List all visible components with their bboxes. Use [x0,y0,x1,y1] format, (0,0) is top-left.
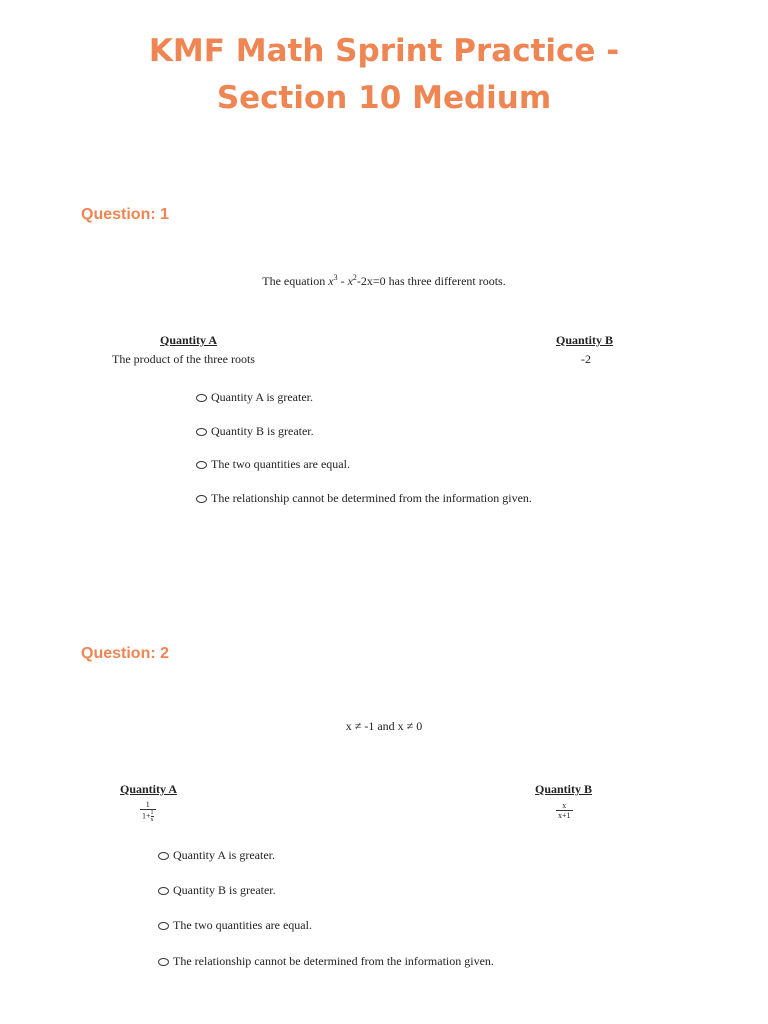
quantity-b-label: Quantity B [556,333,614,347]
statement-minus: - [337,274,348,288]
radio-button[interactable] [196,394,207,402]
q1-option-c[interactable] [196,457,350,472]
title-line-2: Section 10 Medium [216,80,552,116]
fraction-numerator: 1 [145,800,150,809]
fraction-denominator [140,809,156,823]
q2-option-b[interactable] [158,883,276,898]
option-label: Quantity B is greater. [173,883,276,897]
option-label: The two quantities are equal. [211,457,350,471]
q2-option-c[interactable] [158,918,312,933]
quantity-b-fraction [556,801,573,820]
title-line-1: KMF Math Sprint Practice - [148,33,620,69]
fraction-numerator: x [562,801,567,810]
var-x: x [347,274,353,288]
radio-button[interactable] [158,922,169,930]
option-label: The relationship cannot be determined from the information given. [211,491,532,505]
quantity-a-label: Quantity A [120,782,178,796]
radio-button[interactable] [158,958,169,966]
radio-button[interactable] [158,887,169,895]
denominator-prefix: 1+ [142,811,151,821]
statement-prefix: The equation [262,274,329,288]
option-label: The two quantities are equal. [173,918,312,932]
inner-denominator: x [150,817,154,823]
question-2-statement: x ≠ -1 and x ≠ 0 [345,719,423,733]
exponent-2: 2 [352,273,357,282]
quantity-a-label: Quantity A [160,333,218,347]
quantity-b-value: -2 [581,352,591,366]
question-1-heading: Question: 1 [81,206,170,223]
quantity-a-fraction [140,800,156,823]
exponent-3: 3 [333,273,338,282]
q2-option-a[interactable] [158,848,275,863]
statement-suffix: -2x=0 has three different roots. [356,274,506,288]
q1-option-d[interactable] [196,491,532,506]
q2-option-d[interactable] [158,954,494,969]
radio-button[interactable] [196,461,207,469]
option-label: Quantity A is greater. [173,848,275,862]
quantity-a-value: The product of the three roots [112,352,255,366]
question-2-heading: Question: 2 [81,645,170,662]
page-title [0,28,768,122]
quantity-b-label: Quantity B [535,782,593,796]
radio-button[interactable] [196,495,207,503]
q1-option-a[interactable] [196,390,313,405]
fraction-denominator: x+1 [558,811,571,820]
option-label: The relationship cannot be determined from the information given. [173,954,494,968]
var-x: x [328,274,334,288]
inner-numerator: 1 [150,810,154,816]
option-label: Quantity A is greater. [211,390,313,404]
question-1-statement [0,273,768,289]
radio-button[interactable] [158,852,169,860]
inner-fraction [151,810,154,823]
radio-button[interactable] [196,428,207,436]
option-label: Quantity B is greater. [211,424,314,438]
q1-option-b[interactable] [196,424,314,439]
